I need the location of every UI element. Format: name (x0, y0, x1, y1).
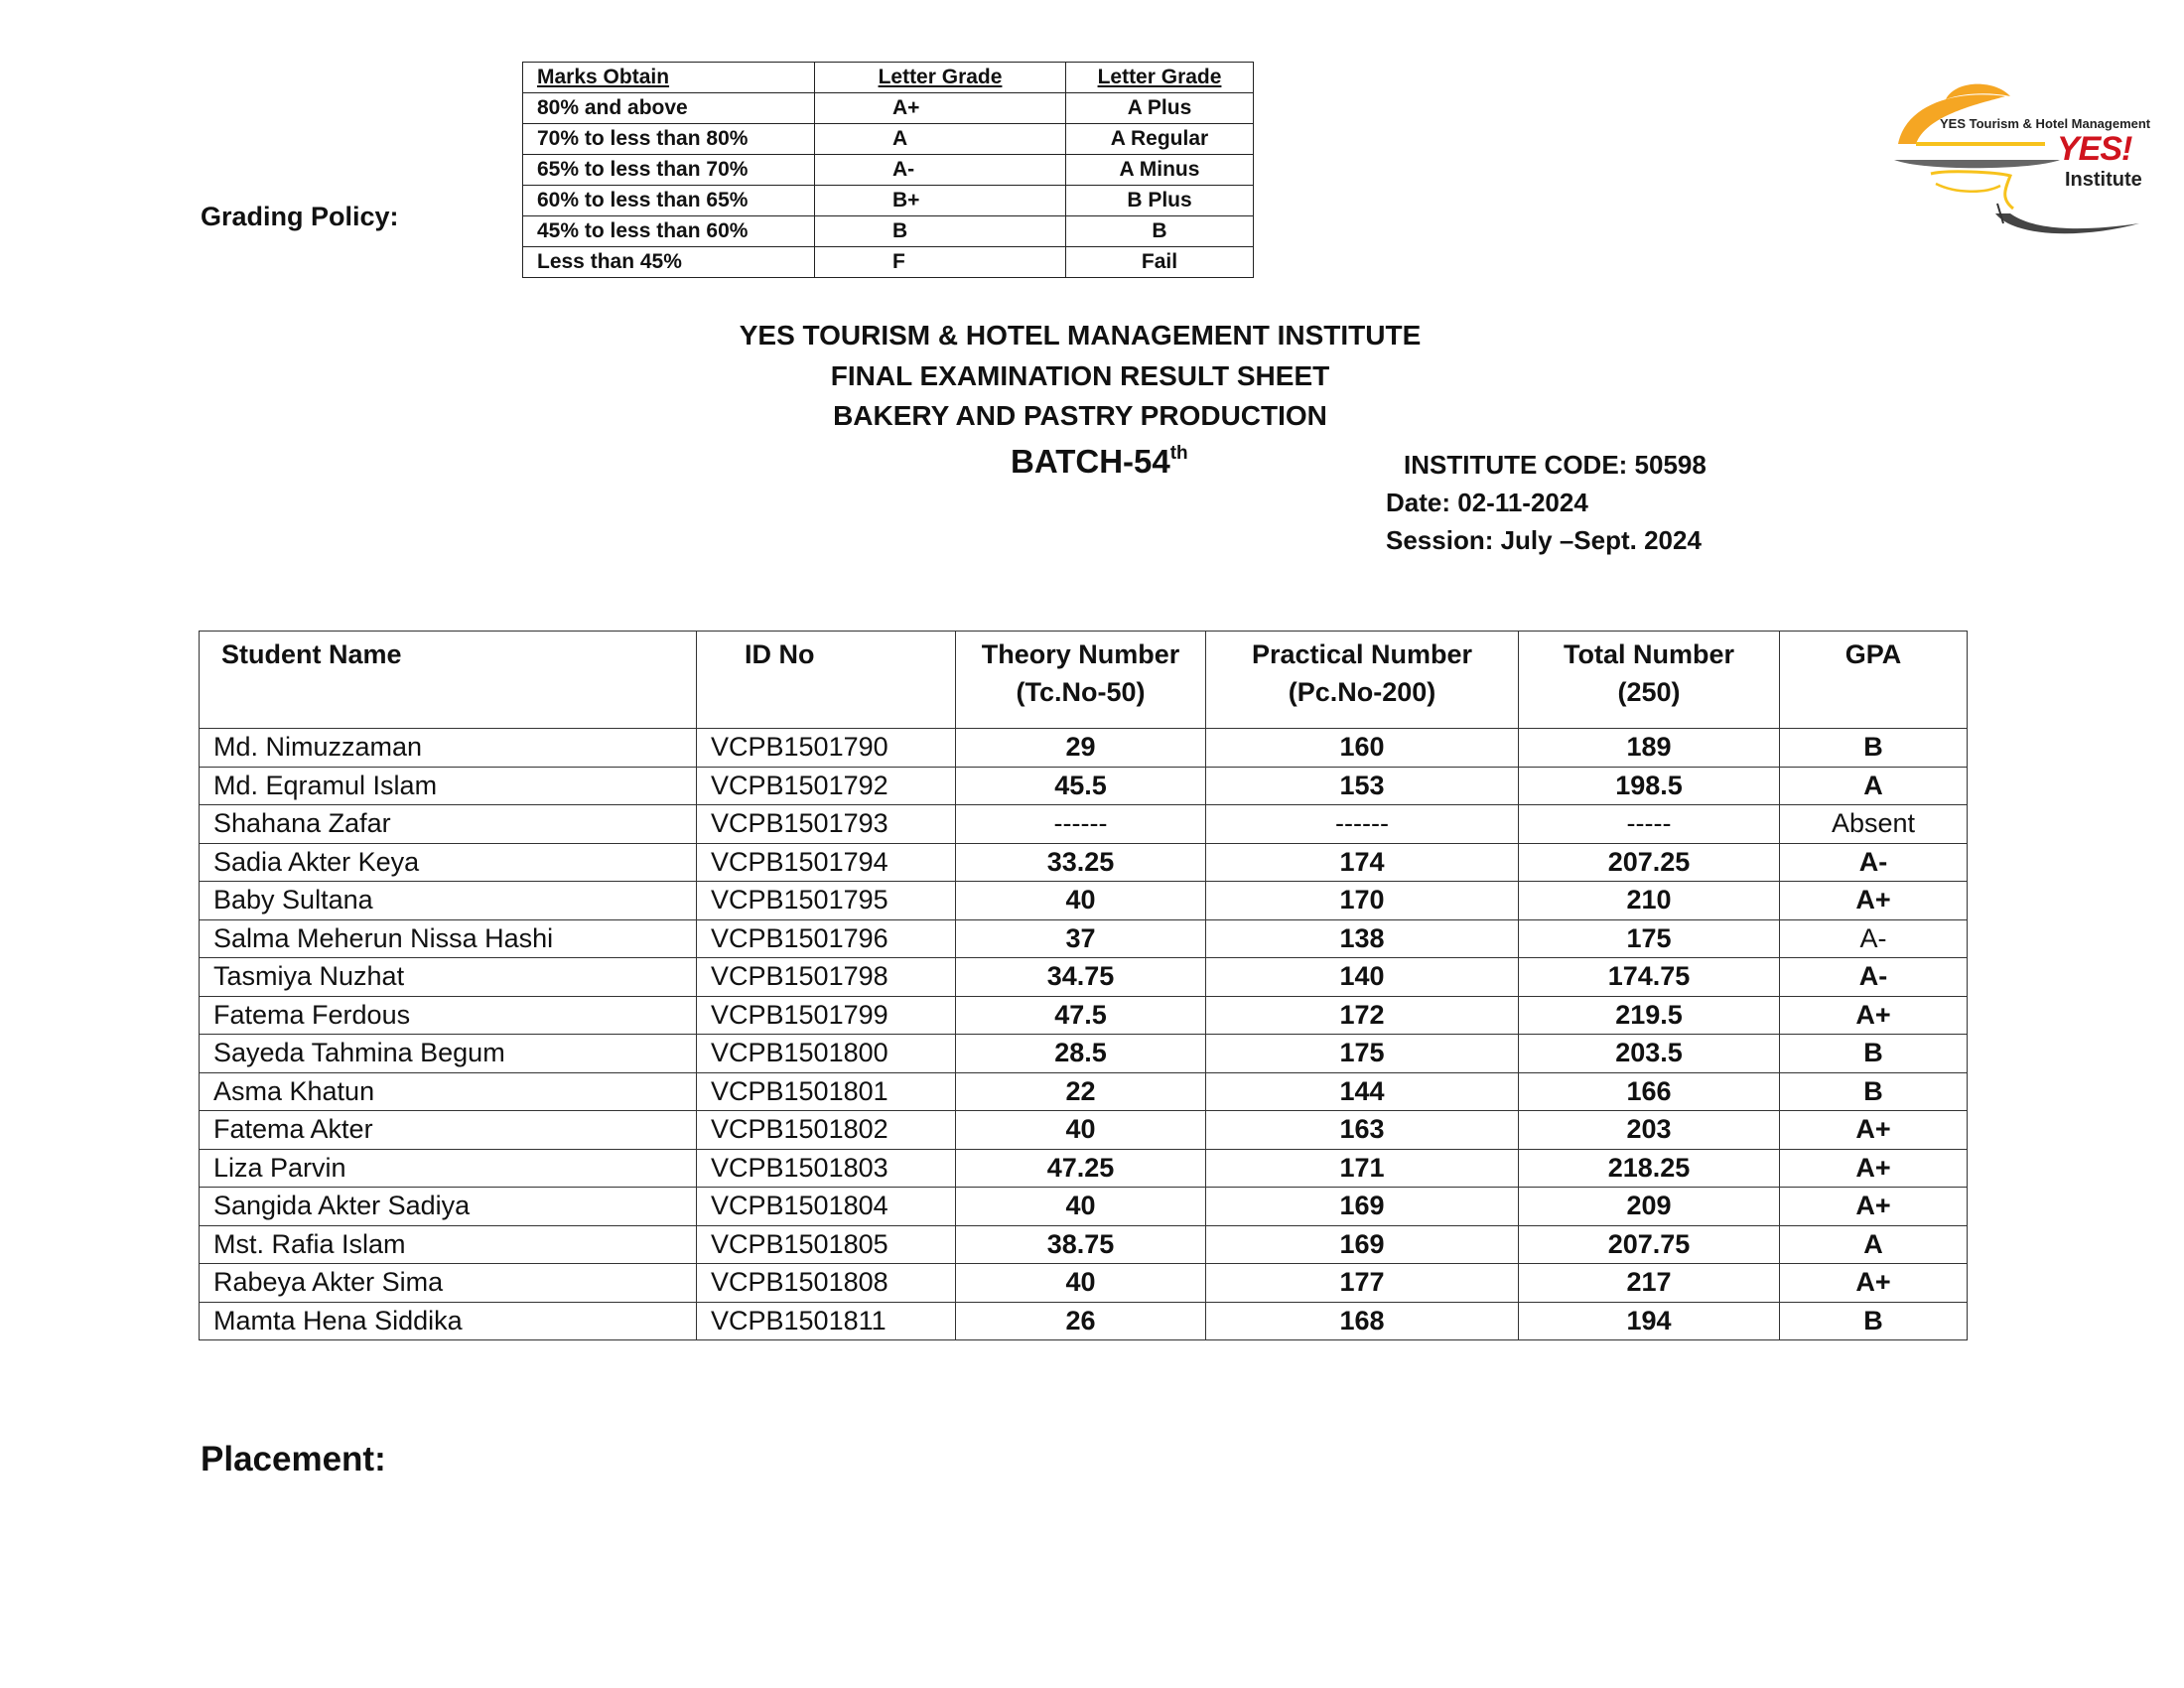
theory-score: 47.5 (956, 996, 1206, 1035)
logo-brand: YES! (2057, 130, 2132, 168)
grading-policy-label: Grading Policy: (201, 202, 399, 231)
marks-range: 70% to less than 80% (523, 124, 815, 155)
institute-logo (1886, 74, 2174, 243)
grade-name: Fail (1066, 247, 1254, 278)
total-score: 203.5 (1519, 1035, 1780, 1073)
gpa-grade: A- (1780, 958, 1968, 997)
header-gpa: GPA (1780, 632, 1968, 729)
letter-grade: B (815, 216, 1066, 247)
student-id: VCPB1501801 (697, 1072, 956, 1111)
header-practical-max: (Pc.No-200) (1288, 677, 1436, 707)
gpa-grade: A+ (1780, 1111, 1968, 1150)
practical-score: 153 (1206, 767, 1519, 805)
practical-score: 169 (1206, 1188, 1519, 1226)
header-total-max: (250) (1617, 677, 1681, 707)
total-score: 175 (1519, 919, 1780, 958)
theory-score: 40 (956, 1264, 1206, 1303)
student-id: VCPB1501792 (697, 767, 956, 805)
gpa-grade: A- (1780, 843, 1968, 882)
student-name: Fatema Ferdous (200, 996, 697, 1035)
practical-score: 171 (1206, 1149, 1519, 1188)
theory-score: 28.5 (956, 1035, 1206, 1073)
marks-range: 80% and above (523, 93, 815, 124)
theory-score: 26 (956, 1302, 1206, 1340)
table-row (200, 919, 1968, 958)
result-date: Date: 02-11-2024 (1386, 488, 1588, 517)
table-row (200, 1072, 1968, 1111)
practical-score: 138 (1206, 919, 1519, 958)
placement-label: Placement: (201, 1440, 386, 1478)
student-id: VCPB1501798 (697, 958, 956, 997)
student-name: Asma Khatun (200, 1072, 697, 1111)
grading-row (523, 247, 1254, 278)
course-title: BAKERY AND PASTRY PRODUCTION (833, 400, 1327, 431)
header-total-title: Total Number (1563, 639, 1734, 669)
theory-score: ------ (956, 805, 1206, 844)
student-name: Sayeda Tahmina Begum (200, 1035, 697, 1073)
gpa-grade: B (1780, 1302, 1968, 1340)
practical-score: 169 (1206, 1225, 1519, 1264)
table-row (200, 1264, 1968, 1303)
student-id: VCPB1501803 (697, 1149, 956, 1188)
practical-score: 160 (1206, 729, 1519, 768)
practical-score: 177 (1206, 1264, 1519, 1303)
marks-range: 65% to less than 70% (523, 155, 815, 186)
header-practical-title: Practical Number (1251, 639, 1473, 669)
student-id: VCPB1501805 (697, 1225, 956, 1264)
total-score: 219.5 (1519, 996, 1780, 1035)
table-row (200, 1149, 1968, 1188)
table-row (200, 1302, 1968, 1340)
total-score: 198.5 (1519, 767, 1780, 805)
practical-score: 174 (1206, 843, 1519, 882)
table-row (200, 805, 1968, 844)
logo-tagline: YES Tourism & Hotel Management (1940, 116, 2151, 131)
table-row (200, 996, 1968, 1035)
practical-score: 172 (1206, 996, 1519, 1035)
table-row (200, 843, 1968, 882)
practical-score: 175 (1206, 1035, 1519, 1073)
results-header-row (200, 632, 1968, 729)
student-id: VCPB1501802 (697, 1111, 956, 1150)
theory-score: 38.75 (956, 1225, 1206, 1264)
student-name: Fatema Akter (200, 1111, 697, 1150)
letter-grade: A (815, 124, 1066, 155)
total-score: 174.75 (1519, 958, 1780, 997)
gpa-grade: A+ (1780, 1188, 1968, 1226)
table-row (200, 729, 1968, 768)
gpa-grade: Absent (1780, 805, 1968, 844)
theory-score: 29 (956, 729, 1206, 768)
grading-row (523, 93, 1254, 124)
total-score: 203 (1519, 1111, 1780, 1150)
student-id: VCPB1501800 (697, 1035, 956, 1073)
total-score: ----- (1519, 805, 1780, 844)
letter-grade: B+ (815, 186, 1066, 216)
student-name: Mst. Rafia Islam (200, 1225, 697, 1264)
letter-grade: A- (815, 155, 1066, 186)
header-id-no: ID No (697, 632, 956, 729)
student-id: VCPB1501811 (697, 1302, 956, 1340)
theory-score: 34.75 (956, 958, 1206, 997)
logo-institute: Institute (2065, 169, 2142, 191)
header-marks-obtain: Marks Obtain (523, 63, 815, 93)
total-score: 207.25 (1519, 843, 1780, 882)
letter-grade: F (815, 247, 1066, 278)
results-table (199, 631, 1968, 1340)
gpa-grade: A (1780, 1225, 1968, 1264)
table-row (200, 958, 1968, 997)
sheet-title: FINAL EXAMINATION RESULT SHEET (830, 360, 1330, 391)
practical-score: 144 (1206, 1072, 1519, 1111)
institute-code: INSTITUTE CODE: 50598 (1404, 450, 1706, 480)
institute-name: YES TOURISM & HOTEL MANAGEMENT INSTITUTE (739, 320, 1422, 351)
student-name: Mamta Hena Siddika (200, 1302, 697, 1340)
grading-row (523, 216, 1254, 247)
total-score: 209 (1519, 1188, 1780, 1226)
student-id: VCPB1501799 (697, 996, 956, 1035)
student-name: Sadia Akter Keya (200, 843, 697, 882)
student-name: Liza Parvin (200, 1149, 697, 1188)
gpa-grade: A (1780, 767, 1968, 805)
grade-name: B Plus (1066, 186, 1254, 216)
practical-score: ------ (1206, 805, 1519, 844)
theory-score: 33.25 (956, 843, 1206, 882)
student-name: Rabeya Akter Sima (200, 1264, 697, 1303)
gpa-grade: A- (1780, 919, 1968, 958)
practical-score: 163 (1206, 1111, 1519, 1150)
header-total (1519, 632, 1780, 729)
gpa-grade: A+ (1780, 882, 1968, 920)
table-row (200, 1111, 1968, 1150)
session-period: Session: July –Sept. 2024 (1386, 525, 1702, 555)
practical-score: 168 (1206, 1302, 1519, 1340)
student-name: Md. Eqramul Islam (200, 767, 697, 805)
gpa-grade: A+ (1780, 996, 1968, 1035)
grade-name: B (1066, 216, 1254, 247)
student-name: Sangida Akter Sadiya (200, 1188, 697, 1226)
theory-score: 40 (956, 1111, 1206, 1150)
table-row (200, 1035, 1968, 1073)
grade-name: A Minus (1066, 155, 1254, 186)
total-score: 217 (1519, 1264, 1780, 1303)
total-score: 194 (1519, 1302, 1780, 1340)
total-score: 166 (1519, 1072, 1780, 1111)
marks-range: Less than 45% (523, 247, 815, 278)
theory-score: 40 (956, 882, 1206, 920)
total-score: 210 (1519, 882, 1780, 920)
student-id: VCPB1501796 (697, 919, 956, 958)
student-name: Tasmiya Nuzhat (200, 958, 697, 997)
grading-row (523, 186, 1254, 216)
theory-score: 40 (956, 1188, 1206, 1226)
header-theory-title: Theory Number (981, 639, 1180, 669)
total-score: 189 (1519, 729, 1780, 768)
grading-table-header (523, 63, 1254, 93)
table-row (200, 882, 1968, 920)
student-id: VCPB1501795 (697, 882, 956, 920)
total-score: 218.25 (1519, 1149, 1780, 1188)
grade-name: A Plus (1066, 93, 1254, 124)
gpa-grade: B (1780, 1035, 1968, 1073)
header-student-name: Student Name (200, 632, 697, 729)
student-name: Baby Sultana (200, 882, 697, 920)
gpa-grade: B (1780, 1072, 1968, 1111)
total-score: 207.75 (1519, 1225, 1780, 1264)
student-id: VCPB1501790 (697, 729, 956, 768)
student-id: VCPB1501793 (697, 805, 956, 844)
theory-score: 47.25 (956, 1149, 1206, 1188)
grading-row (523, 124, 1254, 155)
theory-score: 45.5 (956, 767, 1206, 805)
header-practical (1206, 632, 1519, 729)
student-id: VCPB1501804 (697, 1188, 956, 1226)
gpa-grade: B (1780, 729, 1968, 768)
letter-grade: A+ (815, 93, 1066, 124)
table-row (200, 1188, 1968, 1226)
header-theory (956, 632, 1206, 729)
grading-row (523, 155, 1254, 186)
practical-score: 170 (1206, 882, 1519, 920)
table-row (200, 1225, 1968, 1264)
theory-score: 37 (956, 919, 1206, 958)
gpa-grade: A+ (1780, 1149, 1968, 1188)
grading-policy-table (522, 62, 1254, 278)
student-name: Md. Nimuzzaman (200, 729, 697, 768)
student-name: Shahana Zafar (200, 805, 697, 844)
batch-number: BATCH-54 (1011, 443, 1170, 480)
header-letter-grade-name: Letter Grade (1066, 63, 1254, 93)
header-letter-grade: Letter Grade (815, 63, 1066, 93)
gpa-grade: A+ (1780, 1264, 1968, 1303)
header-theory-max: (Tc.No-50) (1016, 677, 1146, 707)
student-name: Salma Meherun Nissa Hashi (200, 919, 697, 958)
practical-score: 140 (1206, 958, 1519, 997)
marks-range: 60% to less than 65% (523, 186, 815, 216)
marks-range: 45% to less than 60% (523, 216, 815, 247)
student-id: VCPB1501808 (697, 1264, 956, 1303)
student-id: VCPB1501794 (697, 843, 956, 882)
batch-label (1011, 443, 1188, 481)
grade-name: A Regular (1066, 124, 1254, 155)
table-row (200, 767, 1968, 805)
theory-score: 22 (956, 1072, 1206, 1111)
batch-suffix: th (1169, 443, 1188, 464)
